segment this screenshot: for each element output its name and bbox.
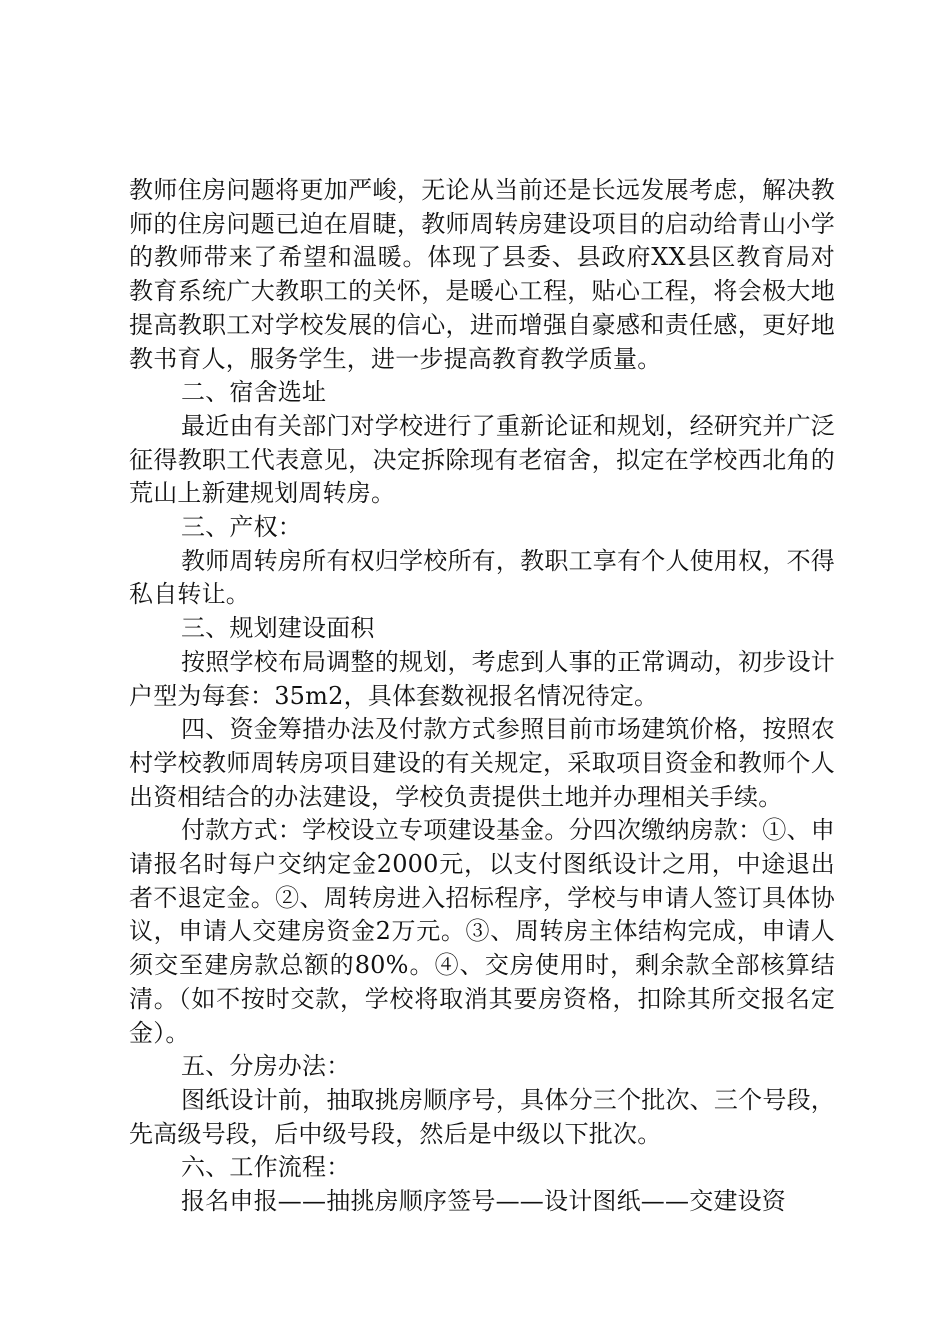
paragraph-dormitory-site: 最近由有关部门对学校进行了重新论证和规划，经研究并广泛征得教职工代表意见，决定拆除现有老宿舍，拟定在学校西北角的荒山上新建规划周转房。 <box>129 411 835 508</box>
paragraph-allocation: 图纸设计前，抽取挑房顺序号，具体分三个批次、三个号段，先高级号段，后中级号段，然后是中级以下批次。 <box>129 1085 835 1148</box>
heading-allocation: 五、分房办法： <box>181 1052 351 1081</box>
document-body <box>129 174 835 1219</box>
heading-planning-area: 三、规划建设面积 <box>181 614 375 643</box>
paragraph-funding: 四、资金筹措办法及付款方式参照目前市场建筑价格，按照农村学校教师周转房项目建设的有关规定，采取项目资金和教师个人出资相结合的办法建设，学校负责提供土地并办理相关手续。 <box>129 715 835 811</box>
paragraph-property-rights: 教师周转房所有权归学校所有，教职工享有个人使用权，不得私自转让。 <box>129 546 835 609</box>
paragraph-planning-area: 按照学校布局调整的规划，考虑到人事的正常调动，初步设计户型为每套：35m2，具体套数视报名情况待定。 <box>129 647 835 710</box>
heading-property-rights: 三、产权： <box>181 513 302 542</box>
heading-workflow: 六、工作流程： <box>181 1153 351 1182</box>
paragraph-workflow: 报名申报——抽挑房顺序签号——设计图纸——交建设资 <box>181 1187 786 1216</box>
paragraph-payment-method: 付款方式：学校设立专项建设基金。分四次缴纳房款：①、申请报名时每户交纳定金2000元，以支付图纸设计之用，中途退出者不退定金。②、周转房进入招标程序，学校与申请人签订具体协议，申请人交建房资金2万元。③、周转房主体结构完成，申请人须交至建房款总额的80%。④、交房使用时，剩余款全部核算结清。（如不按时交款，学校将取消其要房资格，扣除其所交报名定金）。 <box>129 816 835 1047</box>
heading-dormitory-site: 二、宿舍选址 <box>181 378 327 407</box>
paragraph-intro: 教师住房问题将更加严峻，无论从当前还是长远发展考虑，解决教师的住房问题已迫在眉睫，教师周转房建设项目的启动给青山小学的教师带来了希望和温暖。体现了县委、县政府XX县区教育局对教育系统广大教职工的关怀，是暖心工程，贴心工程，将会极大地提高教职工对学校发展的信心，进而增强自豪感和责任感，更好地教书育人，服务学生，进一步提高教育教学质量。 <box>129 176 835 373</box>
